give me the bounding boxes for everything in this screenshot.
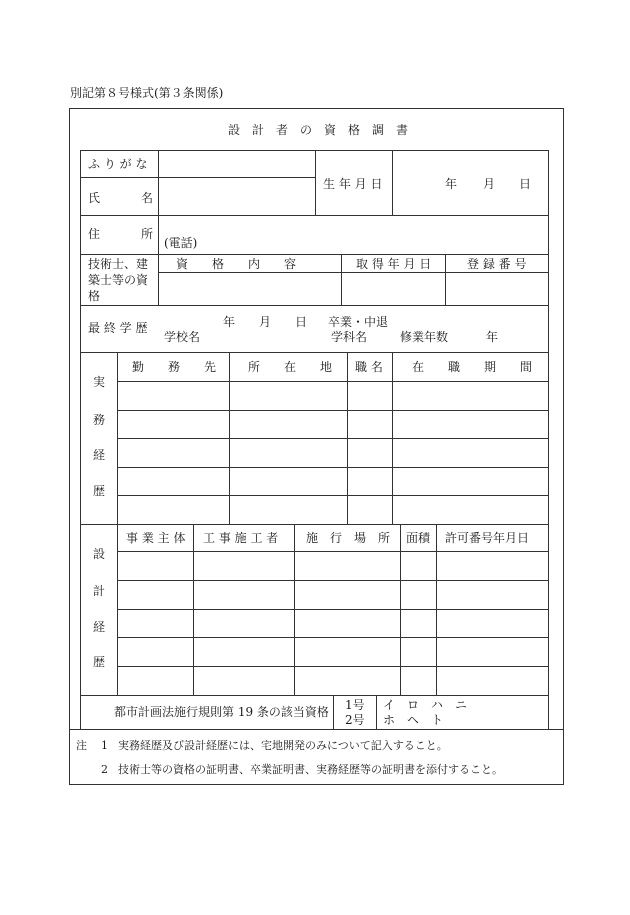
birthdate-field[interactable] — [393, 151, 547, 214]
work-side-3: 経 — [93, 448, 106, 462]
regulation-no1: 1号 — [345, 698, 365, 712]
label-birth: 生 年 月 日 — [323, 177, 383, 191]
work-side-4: 歴 — [93, 484, 106, 498]
label-phone: (電話) — [164, 236, 198, 250]
label-birth-year: 年 — [445, 177, 458, 191]
label-edu-years-unit: 年 — [486, 330, 499, 344]
design-header-owner: 事 業 主 体 — [126, 531, 186, 545]
regulation-row2[interactable]: ホ ヘ ト — [383, 713, 444, 727]
design-header-site: 施 行 場 所 — [306, 531, 391, 545]
design-header-contractor: 工 事 施 工 者 — [203, 531, 279, 545]
label-qual-1: 技術士、建 — [88, 257, 149, 271]
regulation-label: 都市計画法施行規則第 19 条の該当資格 — [114, 705, 329, 719]
qual-content-field[interactable] — [159, 273, 340, 304]
label-birth-month: 月 — [483, 177, 496, 191]
label-address-a: 住 — [88, 227, 101, 241]
notes-prefix: 注 — [76, 739, 87, 752]
furigana-field[interactable] — [159, 151, 314, 176]
design-side-2: 計 — [93, 584, 106, 598]
form-title: 設 計 者 の 資 格 調 書 — [228, 123, 409, 137]
design-side-4: 歴 — [93, 655, 106, 669]
label-edu-status: 卒業・中退 — [328, 315, 389, 329]
header-qual-reg: 登 録 番 号 — [467, 257, 527, 271]
design-header-area: 面積 — [406, 531, 431, 545]
note-1-number: 1 — [101, 739, 108, 752]
regulation-no2: 2号 — [345, 713, 365, 727]
qual-date-field[interactable] — [342, 273, 444, 304]
note-2-number: 2 — [101, 763, 108, 776]
work-side-1: 実 — [93, 375, 106, 389]
label-qual-2: 築士等の資 — [88, 273, 149, 287]
regulation-row1[interactable]: イ ロ ハ ニ — [383, 698, 468, 712]
label-education: 最 終 学 歴 — [88, 321, 148, 335]
label-edu-years: 修業年数 — [400, 330, 449, 344]
label-name-a: 氏 — [88, 191, 101, 205]
work-header-position: 職 名 — [355, 360, 383, 374]
work-header-employer: 勤 務 先 — [132, 360, 217, 374]
design-header-permit: 許可番号年月日 — [445, 531, 530, 545]
qual-reg-field[interactable] — [446, 273, 547, 304]
label-name-b: 名 — [141, 191, 154, 205]
work-header-location: 所 在 地 — [248, 360, 333, 374]
label-birth-day: 日 — [519, 177, 532, 191]
label-qual-3: 格 — [88, 289, 101, 303]
label-edu-day: 日 — [295, 315, 308, 329]
label-address-b: 所 — [141, 227, 154, 241]
form-id: 別記第８号様式(第３条関係) — [70, 86, 224, 100]
label-edu-school: 学校名 — [164, 330, 201, 344]
address-field[interactable] — [159, 216, 547, 253]
header-qual-date: 取 得 年 月 日 — [356, 257, 432, 271]
work-header-period: 在 職 期 間 — [412, 360, 533, 374]
work-side-2: 務 — [93, 413, 106, 427]
note-1-text: 実務経歴及び設計経歴には、宅地開発のみについて記入すること。 — [118, 739, 448, 752]
label-furigana: ふ り が な — [88, 157, 148, 171]
header-qual-content: 資 格 内 容 — [176, 257, 297, 271]
name-field[interactable] — [159, 178, 314, 214]
label-edu-month: 月 — [259, 315, 272, 329]
label-edu-dept: 学科名 — [331, 330, 368, 344]
note-2-text: 技術士等の資格の証明書、卒業証明書、実務経歴等の証明書を添付すること。 — [118, 763, 503, 776]
design-side-1: 設 — [93, 547, 106, 561]
design-side-3: 経 — [93, 620, 106, 634]
label-edu-year: 年 — [223, 315, 236, 329]
